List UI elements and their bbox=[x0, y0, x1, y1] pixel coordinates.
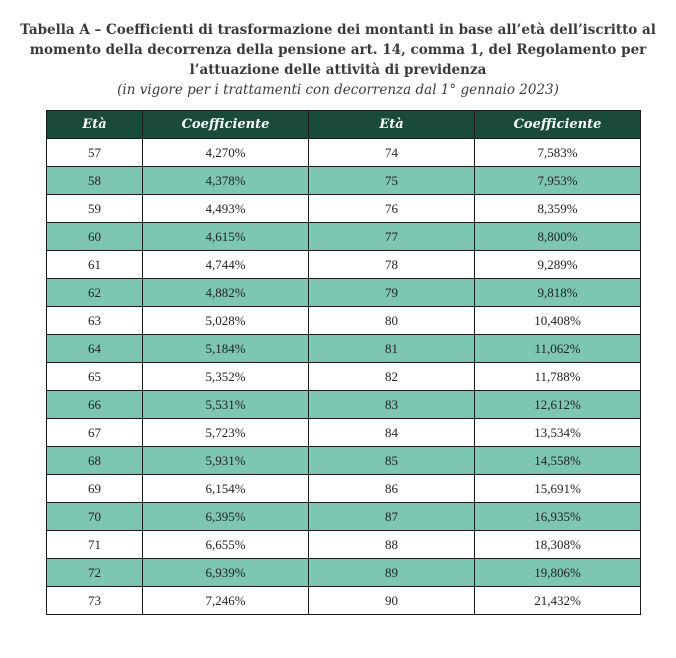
table-row bbox=[47, 419, 641, 447]
coefficiente-left-cell: 5,184% bbox=[143, 335, 309, 363]
coefficiente-right-cell: 8,800% bbox=[475, 223, 641, 251]
eta-left-cell: 61 bbox=[47, 251, 143, 279]
header-coefficiente-right: Coefficiente bbox=[475, 111, 641, 139]
table-row bbox=[47, 335, 641, 363]
coefficiente-right-cell: 13,534% bbox=[475, 419, 641, 447]
table-row bbox=[47, 251, 641, 279]
coefficiente-right-cell: 9,289% bbox=[475, 251, 641, 279]
table-header-row bbox=[47, 111, 641, 139]
coefficiente-right-cell: 19,806% bbox=[475, 559, 641, 587]
table-row bbox=[47, 447, 641, 475]
coefficiente-left-cell: 5,352% bbox=[143, 363, 309, 391]
coefficiente-left-cell: 5,028% bbox=[143, 307, 309, 335]
header-eta-left: Età bbox=[47, 111, 143, 139]
title-line-1: Tabella A – Coefficienti di trasformazione dei montanti in base all’età dell’iscritto al bbox=[20, 22, 656, 38]
eta-right-cell: 80 bbox=[309, 307, 475, 335]
eta-left-cell: 59 bbox=[47, 195, 143, 223]
coefficiente-right-cell: 10,408% bbox=[475, 307, 641, 335]
coefficiente-right-cell: 7,953% bbox=[475, 167, 641, 195]
coefficiente-right-cell: 9,818% bbox=[475, 279, 641, 307]
eta-left-cell: 58 bbox=[47, 167, 143, 195]
coefficiente-left-cell: 4,493% bbox=[143, 195, 309, 223]
table-row bbox=[47, 279, 641, 307]
header-eta-right: Età bbox=[309, 111, 475, 139]
coefficiente-left-cell: 4,615% bbox=[143, 223, 309, 251]
eta-left-cell: 67 bbox=[47, 419, 143, 447]
coefficiente-right-cell: 8,359% bbox=[475, 195, 641, 223]
eta-left-cell: 62 bbox=[47, 279, 143, 307]
eta-right-cell: 89 bbox=[309, 559, 475, 587]
table-row bbox=[47, 139, 641, 167]
coefficiente-left-cell: 5,723% bbox=[143, 419, 309, 447]
eta-left-cell: 60 bbox=[47, 223, 143, 251]
eta-right-cell: 87 bbox=[309, 503, 475, 531]
table-row bbox=[47, 223, 641, 251]
coefficiente-left-cell: 4,744% bbox=[143, 251, 309, 279]
eta-left-cell: 68 bbox=[47, 447, 143, 475]
eta-left-cell: 72 bbox=[47, 559, 143, 587]
eta-right-cell: 90 bbox=[309, 587, 475, 615]
document-heading bbox=[20, 20, 656, 100]
eta-right-cell: 82 bbox=[309, 363, 475, 391]
coefficiente-right-cell: 15,691% bbox=[475, 475, 641, 503]
coefficiente-left-cell: 4,378% bbox=[143, 167, 309, 195]
table-row bbox=[47, 587, 641, 615]
table-row bbox=[47, 503, 641, 531]
eta-right-cell: 85 bbox=[309, 447, 475, 475]
coefficiente-left-cell: 4,270% bbox=[143, 139, 309, 167]
coefficiente-left-cell: 6,154% bbox=[143, 475, 309, 503]
eta-right-cell: 88 bbox=[309, 531, 475, 559]
subtitle: (in vigore per i trattamenti con decorrenza dal 1° gennaio 2023) bbox=[117, 82, 559, 98]
eta-right-cell: 84 bbox=[309, 419, 475, 447]
title-line-3: l’attuazione delle attività di previdenza bbox=[189, 62, 487, 78]
table-row bbox=[47, 391, 641, 419]
eta-left-cell: 63 bbox=[47, 307, 143, 335]
coefficiente-right-cell: 11,062% bbox=[475, 335, 641, 363]
coefficiente-right-cell: 7,583% bbox=[475, 139, 641, 167]
eta-right-cell: 75 bbox=[309, 167, 475, 195]
coefficiente-left-cell: 5,931% bbox=[143, 447, 309, 475]
coefficiente-left-cell: 4,882% bbox=[143, 279, 309, 307]
table-row bbox=[47, 559, 641, 587]
coefficiente-left-cell: 5,531% bbox=[143, 391, 309, 419]
eta-right-cell: 86 bbox=[309, 475, 475, 503]
eta-right-cell: 76 bbox=[309, 195, 475, 223]
eta-right-cell: 81 bbox=[309, 335, 475, 363]
coefficiente-right-cell: 14,558% bbox=[475, 447, 641, 475]
eta-left-cell: 73 bbox=[47, 587, 143, 615]
title-line-2: momento della decorrenza della pensione art. 14, comma 1, del Regolamento per bbox=[29, 42, 647, 58]
coefficiente-right-cell: 18,308% bbox=[475, 531, 641, 559]
table-row bbox=[47, 307, 641, 335]
eta-left-cell: 64 bbox=[47, 335, 143, 363]
eta-left-cell: 57 bbox=[47, 139, 143, 167]
table-row bbox=[47, 363, 641, 391]
eta-right-cell: 74 bbox=[309, 139, 475, 167]
eta-left-cell: 66 bbox=[47, 391, 143, 419]
coefficients-table bbox=[46, 110, 641, 615]
table-row bbox=[47, 475, 641, 503]
eta-right-cell: 83 bbox=[309, 391, 475, 419]
eta-left-cell: 69 bbox=[47, 475, 143, 503]
table-row bbox=[47, 195, 641, 223]
eta-left-cell: 65 bbox=[47, 363, 143, 391]
eta-right-cell: 77 bbox=[309, 223, 475, 251]
eta-left-cell: 71 bbox=[47, 531, 143, 559]
eta-right-cell: 79 bbox=[309, 279, 475, 307]
table-row bbox=[47, 167, 641, 195]
coefficiente-right-cell: 12,612% bbox=[475, 391, 641, 419]
eta-right-cell: 78 bbox=[309, 251, 475, 279]
eta-left-cell: 70 bbox=[47, 503, 143, 531]
table-body bbox=[47, 139, 641, 615]
coefficiente-left-cell: 6,655% bbox=[143, 531, 309, 559]
coefficiente-right-cell: 21,432% bbox=[475, 587, 641, 615]
coefficiente-right-cell: 11,788% bbox=[475, 363, 641, 391]
coefficiente-right-cell: 16,935% bbox=[475, 503, 641, 531]
table-row bbox=[47, 531, 641, 559]
coefficiente-left-cell: 7,246% bbox=[143, 587, 309, 615]
coefficiente-left-cell: 6,395% bbox=[143, 503, 309, 531]
header-coefficiente-left: Coefficiente bbox=[143, 111, 309, 139]
coefficiente-left-cell: 6,939% bbox=[143, 559, 309, 587]
